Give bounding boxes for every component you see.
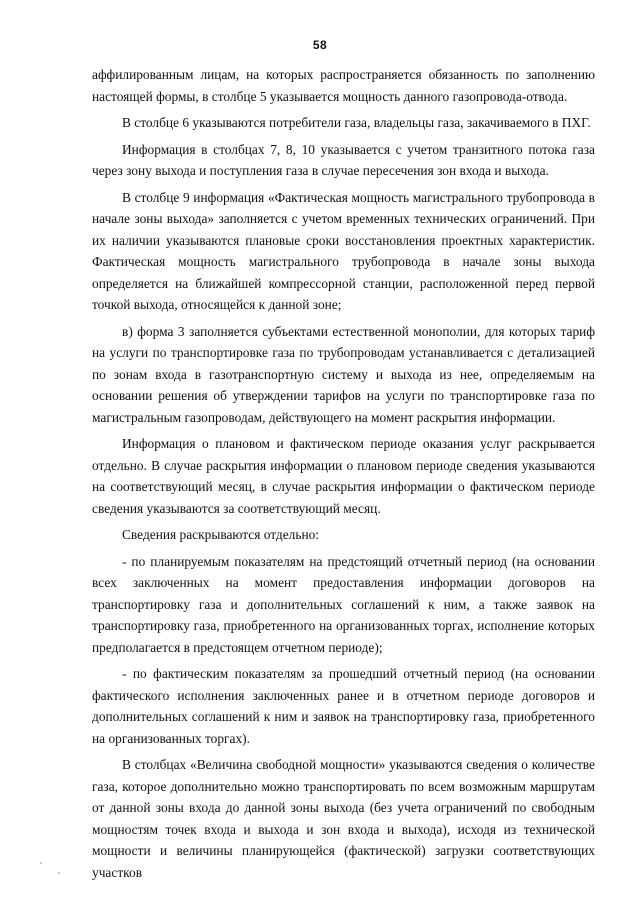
paragraph-1-continuation: аффилированным лицам, на которых распространяется обязанность по заполнению настоящей формы, в столбце 5 указывается мощность данного газопровода-отвода.	[92, 67, 595, 104]
scan-speck	[40, 862, 42, 864]
paragraph-actual-indicators: - по фактическим показателям за прошедший отчетный период (на основании фактического исполнения заключенных ранее и в отчетном периоде договоров и дополнительных соглашений к ним и заявок на транспортировку газа, приобретенного на организованных торгах).	[92, 666, 595, 746]
paragraph-planned-indicators: - по планируемым показателям на предстоящий отчетный период (на основании всех заключенных на момент предоставления информации договоров на транспортировку газа и дополнительных соглашений к ним, а также заявок на транспортировку газа, приобретенного на организованных торгах, исполнение которых предполагается в предстоящем отчетном периоде);	[92, 553, 595, 655]
scan-speck	[58, 872, 60, 874]
paragraph-planned-actual-period: Информация о плановом и фактическом периоде оказания услуг раскрывается отдельно. В случае раскрытия информации о плановом периоде сведения указываются на соответствующий месяц, в случае раскрытия информации о фактическом периоде сведения указываются за соответствующий месяц.	[92, 436, 595, 516]
paragraph-column-9: В столбце 9 информация «Фактическая мощность магистрального трубопровода в начале зоны выхода» заполняется с учетом временных технических ограничений. При их наличии указываются плановые сроки восстановления проектных характеристик. Фактическая мощность магистрального трубопровода в начале зоны выхода определяется на ближайшей компрессорной станции, расположенной перед первой точкой выхода, относящейся к данной зоне;	[92, 189, 595, 312]
document-body	[92, 64, 595, 888]
paragraph-form-3: в) форма 3 заполняется субъектами естественной монополии, для которых тариф на услуги по транспортировке газа по трубопроводам устанавливается с детализацией по зонам входа в газотранспортную систему и выхода из нее, определяемым на основании решения об утверждении тарифов на услуги по транспортировке газа по магистральным газопроводам, действующего на момент раскрытия информации.	[92, 323, 595, 425]
paragraph-disclosed-separately: Сведения раскрываются отдельно:	[122, 527, 320, 542]
paragraph-column-6: В столбце 6 указываются потребители газа, владельцы газа, закачиваемого в ПХГ.	[122, 115, 591, 130]
paragraph-columns-7-8-10: Информация в столбцах 7, 8, 10 указывается с учетом транзитного потока газа через зону выхода и поступления газа в случае пересечения зон входа и выхода.	[92, 141, 595, 178]
page-number: 58	[312, 38, 328, 52]
paragraph-free-capacity: В столбцах «Величина свободной мощности» указываются сведения о количестве газа, которое дополнительно можно транспортировать по всем возможным маршрутам от данной зоны входа до данной зоны выхода (без учета ограничений по свободным мощностям точек входа и выхода и зон входа и выхода), исходя из технической мощности и величины планирующейся (фактической) загрузки соответствующих участков	[92, 757, 595, 880]
